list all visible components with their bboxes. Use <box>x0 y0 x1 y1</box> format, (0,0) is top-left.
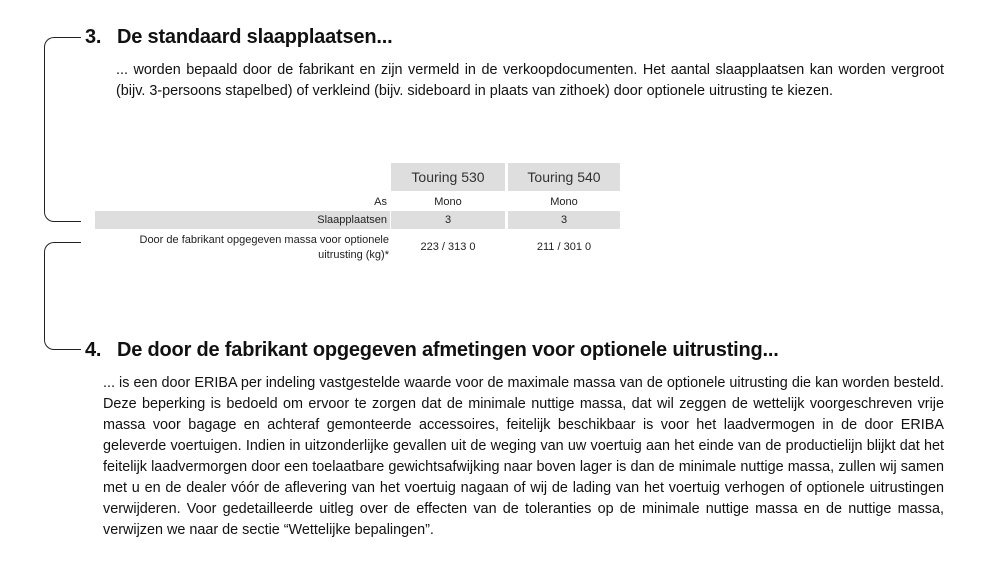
section-4-number: 4. <box>85 339 102 361</box>
section-4-heading <box>85 338 779 362</box>
section-3-title: De standaard slaapplaatsen... <box>117 26 393 48</box>
row-label-as: As <box>374 196 387 208</box>
section-3-bracket <box>44 37 81 222</box>
cell-as-530: Mono <box>434 196 462 208</box>
cell-slaapplaatsen-540: 3 <box>560 214 568 226</box>
column-header-touring-530: Touring 530 <box>391 163 505 191</box>
cell-massa-530: 223 / 313 0 <box>420 241 476 253</box>
column-header-touring-540: Touring 540 <box>508 163 620 191</box>
row-label-slaapplaatsen: Slaapplaatsen <box>317 214 387 226</box>
cell-massa-540: 211 / 301 0 <box>536 241 592 253</box>
row-label-massa-line2: uitrusting (kg)* <box>318 249 389 261</box>
section-3-number: 3. <box>85 26 102 48</box>
row-label-massa <box>95 233 389 263</box>
section-4-bracket <box>44 242 81 350</box>
row-label-massa-line1: Door de fabrikant opgegeven massa voor optionele <box>139 234 389 246</box>
cell-as-540: Mono <box>550 196 578 208</box>
cell-slaapplaatsen-530: 3 <box>444 214 452 226</box>
section-3-heading <box>85 25 392 49</box>
section-3-text: ... worden bepaald door de fabrikant en zijn vermeld in de verkoopdocumenten. Het aantal slaapplaatsen kan worden vergroot (bijv. 3-persoons stapelbed) of verkleind (bijv. sideboard in plaats van zithoek) door optionele uitrusting te kiezen. <box>116 62 944 99</box>
section-4-text: ... is een door ERIBA per indeling vastgestelde waarde voor de maximale massa van de optionele uitrusting die kan worden besteld. Deze beperking is bedoeld om ervoor te zorgen dat de minimale nuttige massa, dat wil zeggen de wettelijk voorgeschreven vrije massa voor bagage en achteraf gemonteerde accessoires, feitelijk beschikbaar is voor het laadvermogen in de door ERIBA geleverde voertuigen. Indien in uitzonderlijke gevallen uit de weging van uw voertuig aan het einde van de productielijn blijkt dat het feitelijk laadvermorgen door een toelaatbare gewichtsafwijking naar boven lager is dan de minimale nuttige massa, zullen wij samen met u en de dealer vóór de aflevering van het voertuig nagaan of wij de lading van het voertuig verhogen of optionele uitrustingen verwijderen. Voor gedetailleerde uitleg over de effecten van de toleranties op de minimale nuttige massa en de nuttige massa, verwijzen we naar de sectie “Wettelijke bepalingen”. <box>103 375 944 538</box>
section-4-title: De door de fabrikant opgegeven afmetingen voor optionele uitrusting... <box>117 339 779 361</box>
